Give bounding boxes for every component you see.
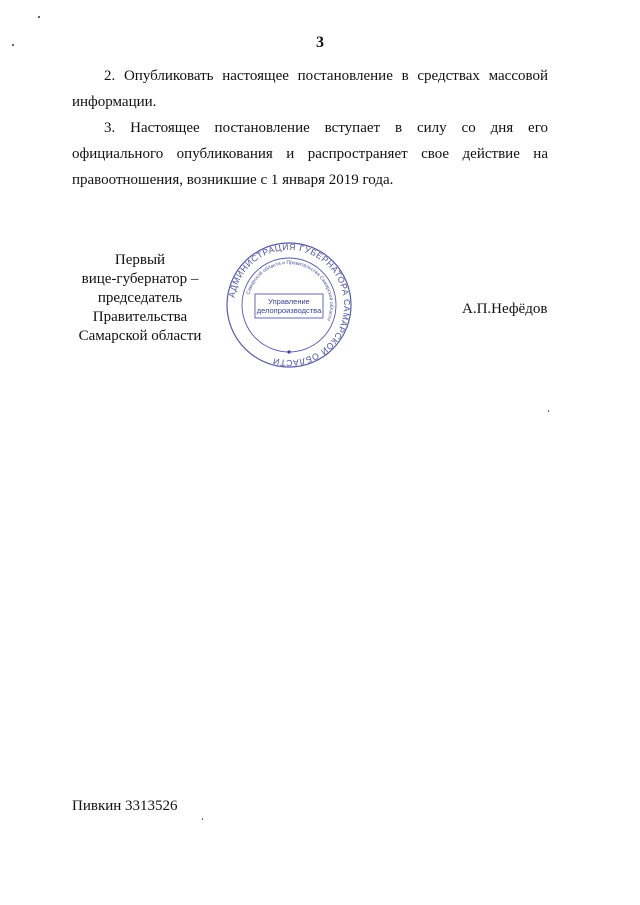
scan-speck xyxy=(548,410,549,412)
executor-note: Пивкин 3313526 xyxy=(72,798,178,814)
seal-star-dot xyxy=(287,350,290,353)
signatory-name: А.П.Нефёдов xyxy=(462,301,548,317)
paragraph-3 xyxy=(72,115,548,193)
page-number: 3 xyxy=(316,34,324,51)
scan-speck xyxy=(38,16,40,18)
seal-center-line-2: делопроизводства xyxy=(256,306,322,315)
seal-center-line-1: Управление xyxy=(268,297,310,306)
signatory-title-line: председатель Правительства xyxy=(92,290,188,325)
seal-inner-text: Самарской области и Правительства Самарской области xyxy=(245,259,335,322)
scan-speck xyxy=(202,818,203,820)
official-seal xyxy=(224,240,354,370)
paragraph-2-text: 2. Опубликовать настоящее постановление в средствах массовой информации. xyxy=(72,68,548,110)
scan-speck xyxy=(12,44,14,46)
signatory-title xyxy=(60,251,220,346)
signatory-title-line: вице-губернатор – xyxy=(81,271,199,287)
paragraph-2 xyxy=(72,63,548,115)
signatory-title-line: Первый xyxy=(114,252,166,268)
signatory-title-line: Самарской области xyxy=(78,328,202,344)
seal-outer-text: АДМИНИСТРАЦИЯ ГУБЕРНАТОРА САМАРСКОЙ ОБЛАСТИ xyxy=(226,241,353,369)
paragraph-3-text: 3. Настоящее постановление вступает в силу со дня его официального опубликования и распространяет свое действие на правоотношения, возникшие с 1 января 2019 года. xyxy=(72,120,548,188)
